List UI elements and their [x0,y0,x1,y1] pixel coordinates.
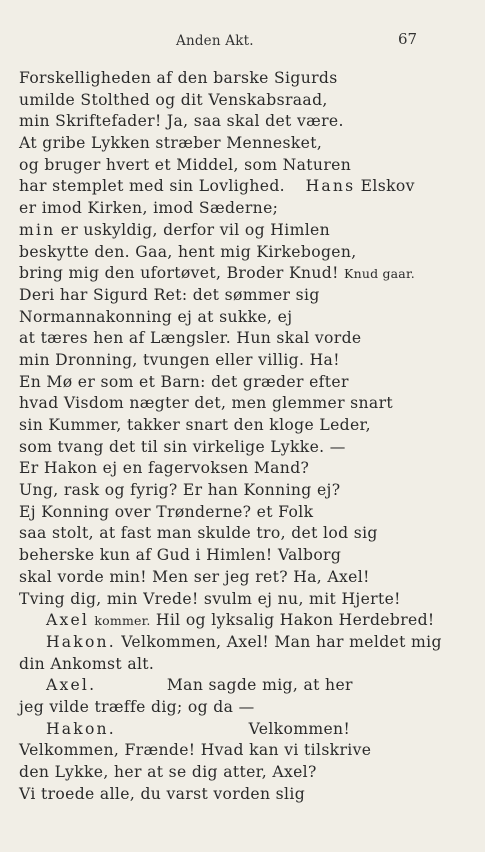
text-line: Ung, rask og fyrig? Er han Konning ej? [19,481,341,500]
text-line: jeg vilde træffe dig; og da — [19,697,255,716]
text-line [19,263,469,285]
text-line: beskytte den. Gaa, hent mig Kirkebogen, [19,242,357,261]
text-line [19,719,469,741]
text-line: min Dronning, tvungen eller villig. Ha! [19,350,340,369]
text-line: og bruger hvert et Middel, som Naturen [19,155,352,174]
text-line: at tæres hen af Længsler. Hun skal vorde [19,329,362,348]
text-line: beherske kun af Gud i Himlen! Valborg [19,546,342,565]
text-body [19,68,469,805]
text-line: er imod Kirken, imod Sæderne; [19,199,279,218]
text-line [19,610,469,632]
spaced-word: min [19,220,56,239]
text-line: Forskelligheden af den barske Sigurds [19,69,338,87]
text-line: Tving dig, min Vrede! svulm ej nu, mit Hjerte! [19,589,401,608]
line-segment: Hil og lyksalig Hakon Herdebred! [155,611,435,630]
text-line: Ej Konning over Trønderne? et Folk [19,502,314,521]
line-segment: Velkommen, Axel! Man har meldet mig [121,632,442,651]
text-line: den Lykke, her at se dig atter, Axel? [19,763,317,781]
text-line: At gribe Lykken stræber Mennesket, [19,134,323,153]
text-line [19,675,469,697]
line-segment: er uskyldig, derfor vil og Himlen [60,220,331,239]
text-line: saa stolt, at fast man skulde tro, det lod sig [19,524,378,543]
stage-direction: Knud gaar. [344,266,415,282]
text-line [19,176,469,198]
text-line: skal vorde min! Men ser jeg ret? Ha, Axel! [19,567,370,586]
speaker-name: Hakon. [46,719,116,738]
spaced-word: Hans [305,177,356,196]
text-line: Velkommen, Frænde! Hvad kan vi tilskrive [19,741,372,760]
line-segment: har stemplet med sin Lovlighed. [19,177,285,196]
text-line: Deri har Sigurd Ret: det sømmer sig [19,285,320,304]
text-line: sin Kummer, takker snart den kloge Leder, [19,416,371,434]
running-header: Anden Akt. [176,33,254,49]
text-line: min Skriftefader! Ja, saa skal det være. [19,112,344,131]
line-segment: Elskov [360,177,415,196]
speaker-name: Axel [46,611,90,630]
stage-direction: kommer. [94,613,151,629]
text-line: Er Hakon ej en fagervoksen Mand? [19,459,310,478]
text-line: Vi troede alle, du varst vorden slig [19,784,306,803]
text-line: umilde Stolthed og dit Venskabsraad, [19,90,328,109]
speaker-name: Axel. [46,676,97,695]
line-segment: Velkommen! [248,719,351,738]
text-line [19,632,469,654]
line-segment: Man sagde mig, at her [166,676,353,695]
text-line: Normannakonning ej at sukke, ej [19,307,293,326]
line-segment: bring mig den ufortøvet, Broder Knud! [19,264,339,283]
speaker-name: Hakon. [46,632,116,651]
text-line: din Ankomst alt. [19,654,155,673]
text-line: hvad Visdom nægter det, men glemmer snart [19,394,393,413]
text-line: som tvang det til sin virkelige Lykke. — [19,437,346,456]
text-line: En Mø er som et Barn: det græder efter [19,372,349,391]
text-line [19,220,469,242]
page-number: 67 [398,30,418,48]
